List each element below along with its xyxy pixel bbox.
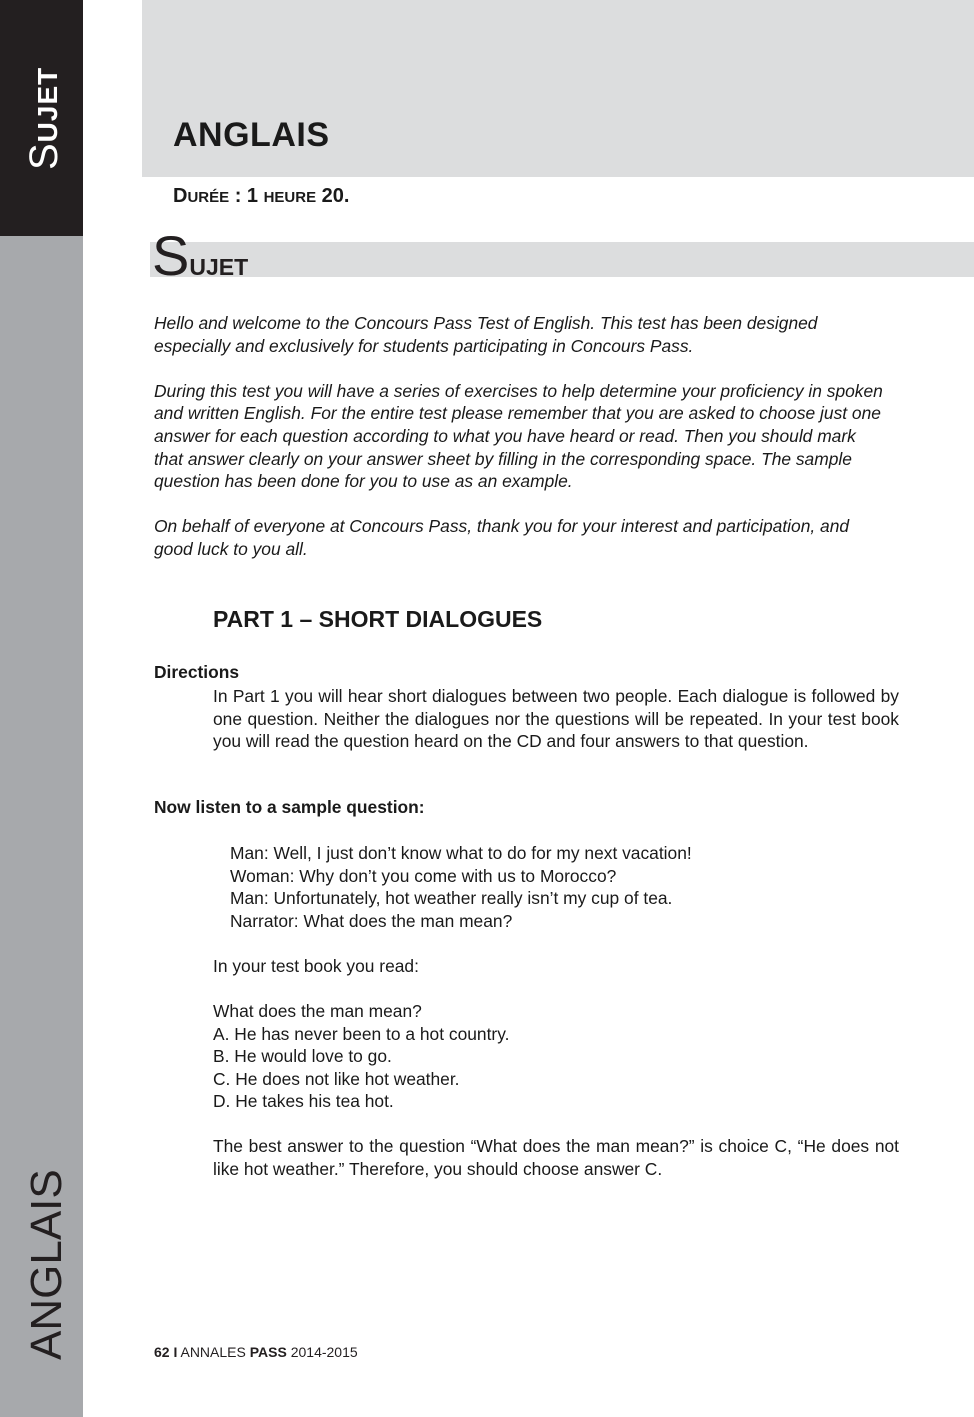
page-title: ANGLAIS	[173, 116, 330, 154]
intro-paragraph: During this test you will have a series of exercises to help determine your proficiency in spoken and written English. For the entire test please remember that you are asked to choose just one answer for each question according to what you have heard or read. Then you should mark that answer clearly on your answer sheet by filling in the corresponding space. The sample question has been done for you to use as an example.	[154, 380, 883, 492]
section-heading: SUJET	[152, 224, 249, 287]
sample-question-label: Now listen to a sample question:	[154, 797, 425, 817]
dialogue-line: Man: Well, I just don’t know what to do for my next vacation!	[230, 843, 692, 863]
sidebar-section-label: SUJET	[22, 66, 66, 170]
intro-paragraph: On behalf of everyone at Concours Pass, thank you for your interest and participation, and good luck to you all.	[154, 516, 850, 559]
page-number: 62	[154, 1344, 170, 1360]
duration-line: DURÉE : 1 HEURE 20.	[173, 185, 350, 207]
sample-question	[213, 1000, 509, 1113]
dialogue-line: Man: Unfortunately, hot weather really isn’t my cup of tea.	[230, 888, 673, 909]
answer-choice: D. He takes his tea hot.	[213, 1091, 394, 1112]
part-title: PART 1 – SHORT DIALOGUES	[213, 606, 543, 632]
intro-text	[154, 312, 884, 583]
question-text: What does the man mean?	[213, 1001, 422, 1021]
directions-label: Directions	[154, 662, 240, 682]
sidebar-subject-label: ANGLAIS	[22, 1169, 71, 1360]
page-footer: 62 I ANNALES PASS 2014-2015	[154, 1344, 358, 1360]
answer-explanation: The best answer to the question “What does the man mean?” is choice C, “He does not like hot weather.” Therefore, you should choose answer C.	[213, 1136, 899, 1179]
section-heading-band	[150, 242, 974, 277]
directions-text: In Part 1 you will hear short dialogues between two people. Each dialogue is followed by one question. Neither the dialogues nor the questions will be repeated. In your test book you will read the question heard on the CD and four answers to that question.	[213, 686, 899, 752]
answer-choice: A. He has never been to a hot country.	[213, 1023, 510, 1044]
answer-choice: B. He would love to go.	[213, 1046, 392, 1067]
dialogue-line: Narrator: What does the man mean?	[230, 910, 513, 931]
answer-choice: C. He does not like hot weather.	[213, 1068, 460, 1089]
dialogue-transcript	[230, 842, 692, 932]
intro-paragraph: Hello and welcome to the Concours Pass Test of English. This test has been designed especially and exclusively for students participating in Concours Pass.	[154, 313, 818, 356]
in-book-text: In your test book you read:	[213, 956, 419, 976]
dialogue-line: Woman: Why don’t you come with us to Morocco?	[230, 865, 617, 886]
